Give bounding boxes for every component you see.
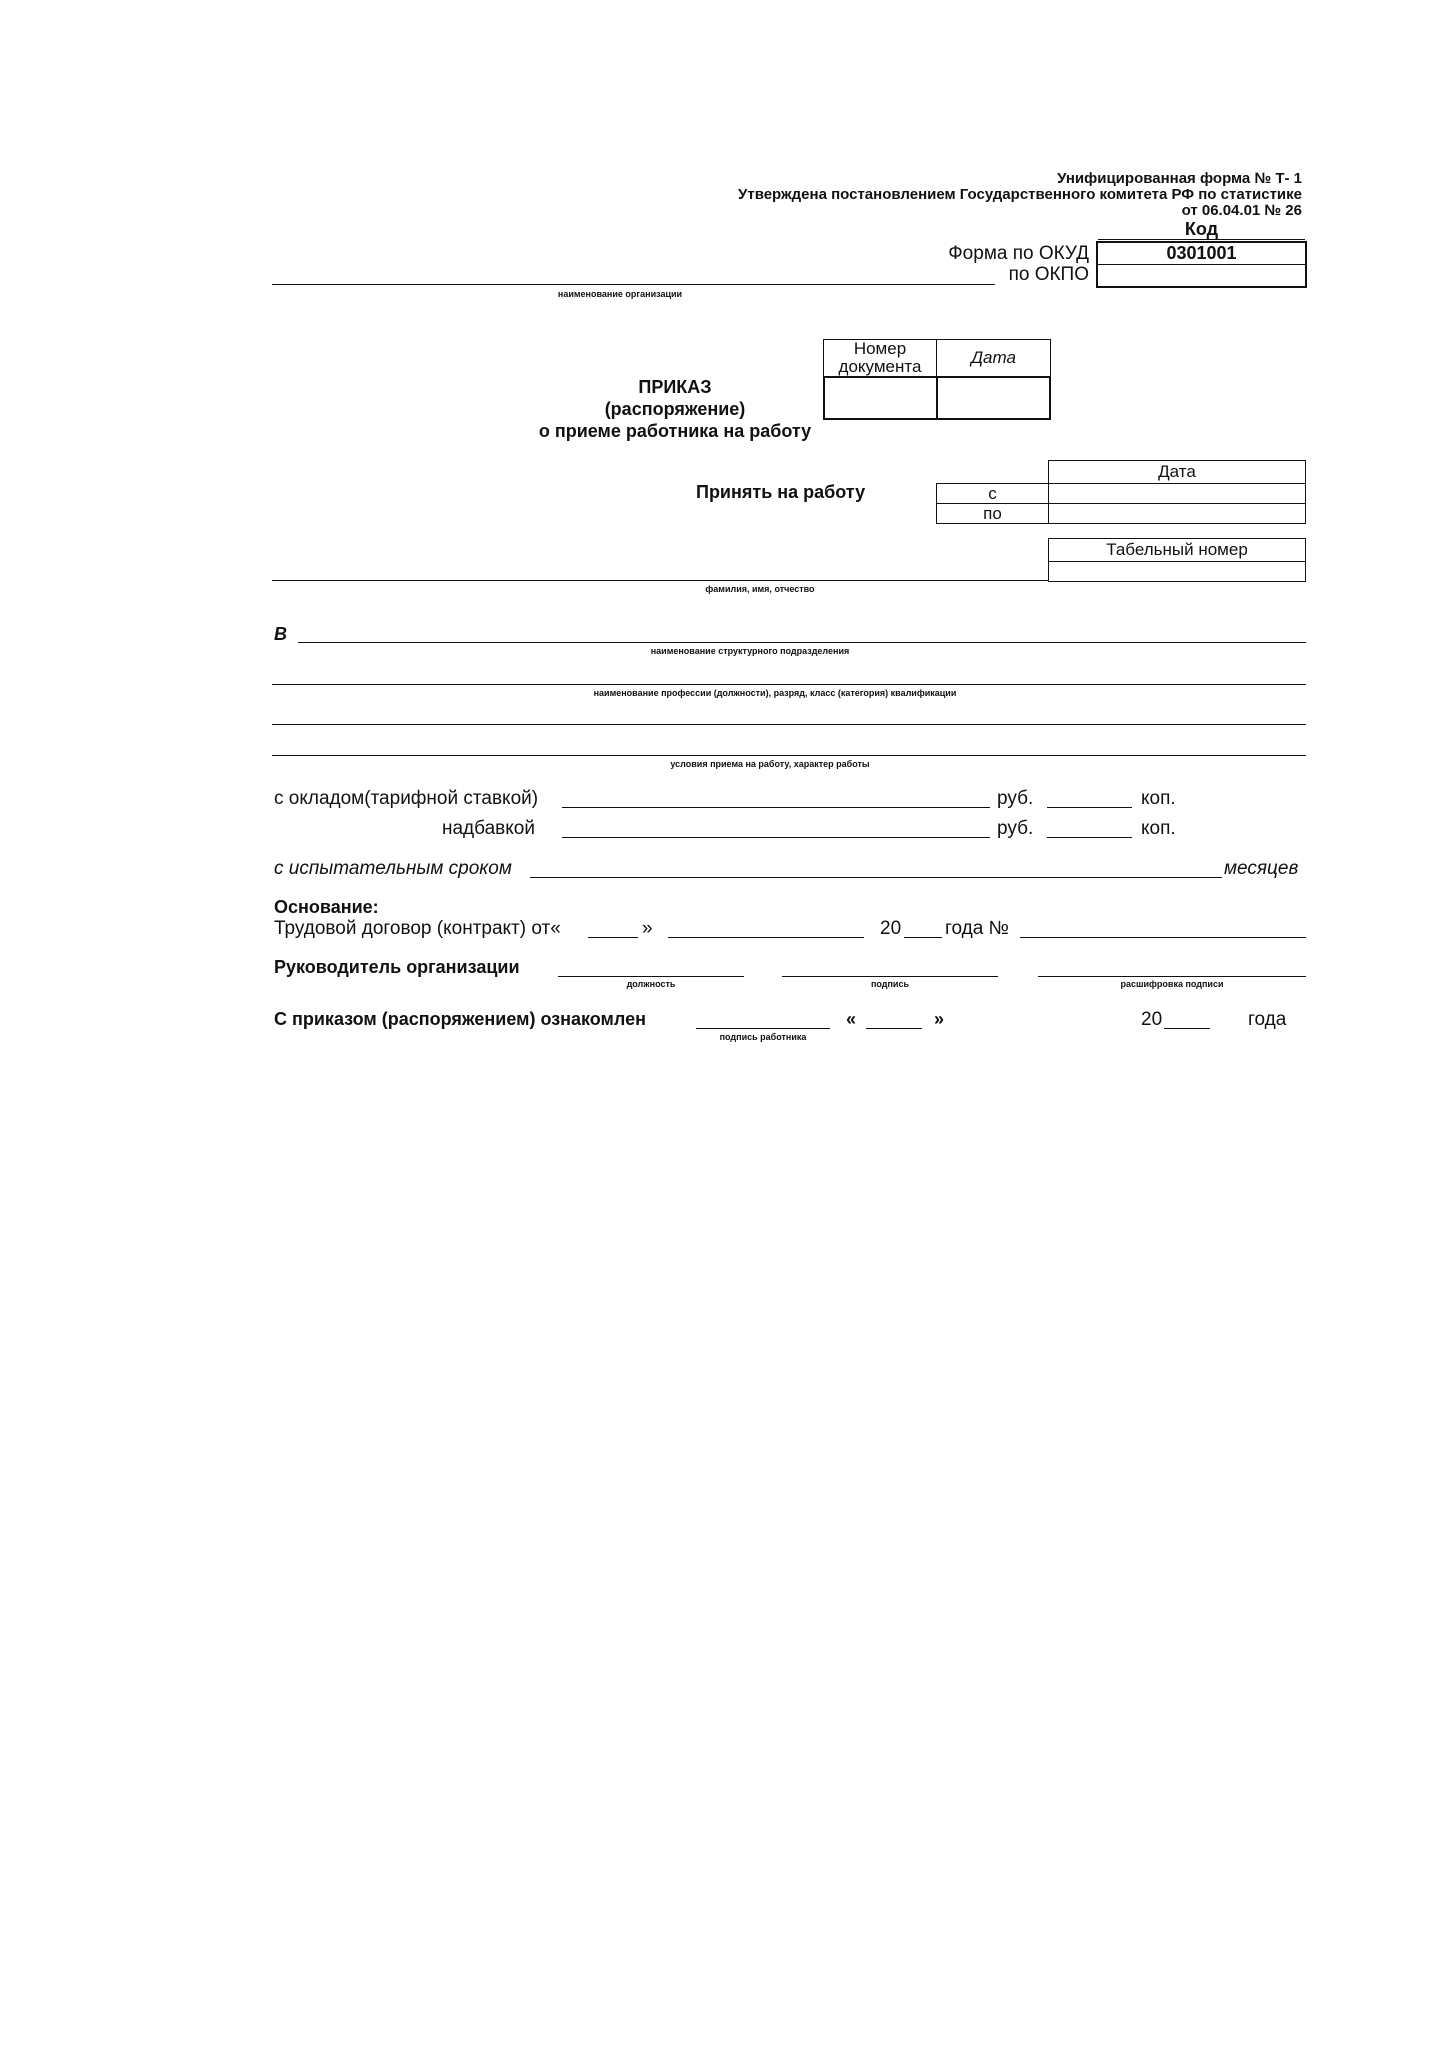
salary-rub-line[interactable]	[562, 807, 990, 808]
head-decode-line[interactable]	[1038, 976, 1306, 977]
salary-kop-label: коп.	[1141, 788, 1176, 809]
hire-from-text: с	[988, 483, 997, 503]
ack-year-line[interactable]	[1164, 1028, 1210, 1029]
contract-quote-close: »	[642, 918, 653, 939]
bonus-kop-label: коп.	[1141, 818, 1176, 839]
kod-underline	[1098, 239, 1305, 240]
okud-okpo-divider	[1098, 264, 1305, 265]
doc-number-header	[823, 339, 937, 377]
contract-month-line[interactable]	[668, 937, 864, 938]
department-line[interactable]	[298, 642, 1306, 643]
form-header-line2: Утверждена постановлением Государственного комитета РФ по статистике	[738, 186, 1302, 203]
salary-kop-line[interactable]	[1047, 807, 1132, 808]
title-rasporyazhenie: (распоряжение)	[604, 399, 746, 419]
doc-date-header	[936, 339, 1051, 377]
head-decode-caption: расшифровка подписи	[1120, 979, 1224, 989]
bonus-label: надбавкой	[442, 818, 535, 839]
ack-quote-open: «	[846, 1009, 857, 1029]
doc-number-cell[interactable]	[823, 376, 938, 420]
hire-date-header	[1048, 460, 1306, 484]
head-position-line[interactable]	[558, 976, 744, 977]
head-label: Руководитель организации	[274, 957, 520, 977]
contract-year-no: года №	[945, 918, 1009, 939]
bonus-rub-label: руб.	[997, 818, 1034, 839]
organization-name-line[interactable]	[272, 284, 995, 285]
contract-label: Трудовой договор (контракт) от«	[274, 918, 561, 939]
hire-from-date-cell[interactable]	[1048, 483, 1306, 504]
hire-date-header-text: Дата	[1158, 462, 1196, 481]
conditions-caption: условия приема на работу, характер работы	[670, 759, 870, 769]
tab-number-header	[1048, 538, 1306, 562]
conditions-line-1[interactable]	[272, 724, 1306, 725]
ack-worker-signature-caption: подпись работника	[719, 1032, 807, 1042]
v-label: В	[274, 624, 287, 644]
head-signature-line[interactable]	[782, 976, 998, 977]
bonus-rub-line[interactable]	[562, 837, 990, 838]
ack-year-prefix: 20	[1141, 1009, 1163, 1030]
title-prikaz: ПРИКАЗ	[638, 377, 712, 397]
probation-months-label: месяцев	[1224, 858, 1299, 879]
form-header-line3: от 06.04.01 № 26	[1181, 202, 1302, 219]
fio-caption: фамилия, имя, отчество	[705, 584, 815, 594]
head-signature-caption: подпись	[870, 979, 910, 989]
hire-to-text: по	[983, 503, 1002, 523]
ack-quote-close: »	[934, 1009, 945, 1029]
salary-rub-label: руб.	[997, 788, 1034, 809]
okud-label: Форма по ОКУД	[948, 243, 1089, 264]
doc-date-header-text: Дата	[971, 348, 1016, 367]
tab-number-cell[interactable]	[1048, 561, 1306, 582]
okpo-label: по ОКПО	[1008, 264, 1089, 285]
form-header-line1: Унифицированная форма № Т- 1	[1057, 170, 1302, 187]
hire-to-date-cell[interactable]	[1048, 503, 1306, 524]
ack-year-word: года	[1248, 1009, 1287, 1030]
ack-day-line[interactable]	[866, 1028, 922, 1029]
contract-year-line[interactable]	[904, 937, 942, 938]
conditions-line-2[interactable]	[272, 755, 1306, 756]
contract-year-prefix: 20	[880, 918, 902, 939]
tab-number-header-text: Табельный номер	[1106, 540, 1248, 559]
kod-label: Код	[1184, 219, 1219, 239]
contract-number-line[interactable]	[1020, 937, 1306, 938]
okud-value[interactable]: 0301001	[1166, 243, 1237, 263]
head-position-caption: должность	[626, 979, 676, 989]
ack-worker-signature-line[interactable]	[696, 1028, 830, 1029]
title-subject: о приеме работника на работу	[538, 421, 812, 441]
probation-line[interactable]	[530, 877, 1222, 878]
hire-from-label	[936, 483, 1049, 504]
doc-number-header-text: Номер документа	[838, 339, 922, 376]
fio-line[interactable]	[272, 580, 1048, 581]
basis-heading: Основание:	[274, 897, 379, 917]
profession-line[interactable]	[272, 684, 1306, 685]
ack-label: С приказом (распоряжением) ознакомлен	[274, 1009, 646, 1029]
salary-label: с окладом(тарифной ставкой)	[274, 788, 539, 809]
hire-to-label	[936, 503, 1049, 524]
organization-caption: наименование организации	[557, 289, 683, 299]
probation-label: с испытательным сроком	[274, 858, 512, 879]
doc-date-cell[interactable]	[936, 376, 1051, 420]
department-caption: наименование структурного подразделения	[650, 646, 850, 656]
hire-label: Принять на работу	[696, 482, 866, 502]
contract-day-line[interactable]	[588, 937, 638, 938]
bonus-kop-line[interactable]	[1047, 837, 1132, 838]
profession-caption: наименование профессии (должности), разряд, класс (категория) квалификации	[593, 688, 957, 698]
